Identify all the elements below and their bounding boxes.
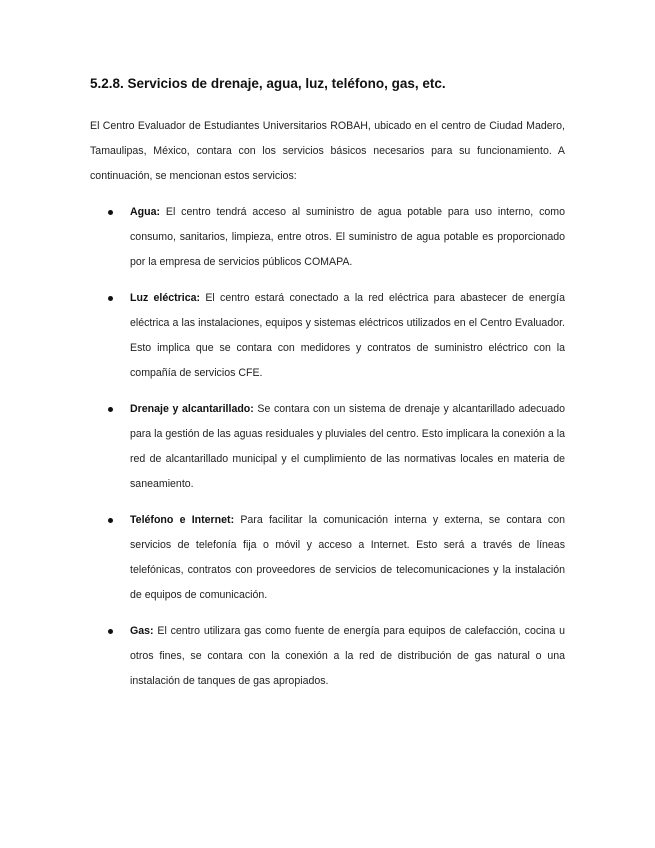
service-item-telefono	[90, 508, 565, 608]
bullet-icon	[108, 296, 113, 301]
service-description: Se contara con un sistema de drenaje y alcantarillado adecuado para la gestión de las aguas residuales y pluviales del centro. Esto implicara la conexión a la red de alcantarillado municipal y el cumplimiento de las normativas locales en materia de saneamiento.	[130, 403, 565, 490]
service-item-gas	[90, 619, 565, 694]
services-list	[90, 200, 565, 705]
bullet-icon	[108, 210, 113, 215]
service-term: Drenaje y alcantarillado:	[130, 403, 254, 415]
intro-paragraph: El Centro Evaluador de Estudiantes Universitarios ROBAH, ubicado en el centro de Ciudad Madero, Tamaulipas, México, contara con los servicios básicos necesarios para su funcionamiento. A continuación, se mencionan estos servicios:	[90, 120, 565, 182]
bullet-icon	[108, 518, 113, 523]
service-term: Agua:	[130, 206, 161, 218]
service-description: Para facilitar la comunicación interna y externa, se contara con servicios de telefonía fija o móvil y acceso a Internet. Esto será a través de líneas telefónicas, contratos con proveedores de servicios de telecomunicaciones y la instalación de equipos de comunicación.	[130, 514, 565, 601]
bullet-icon	[108, 629, 113, 634]
service-term: Luz eléctrica:	[130, 292, 201, 304]
service-term: Teléfono e Internet:	[130, 514, 235, 526]
service-term: Gas:	[130, 625, 154, 637]
service-item-agua	[90, 200, 565, 275]
service-description: El centro utilizara gas como fuente de energía para equipos de calefacción, cocina u otros fines, se contara con la conexión a la red de distribución de gas natural o una instalación de tanques de gas apropiados.	[130, 625, 565, 687]
section-heading: 5.2.8. Servicios de drenaje, agua, luz, teléfono, gas, etc.	[90, 76, 446, 91]
bullet-icon	[108, 407, 113, 412]
service-item-drenaje	[90, 397, 565, 497]
service-description: El centro tendrá acceso al suministro de agua potable para uso interno, como consumo, sanitarios, limpieza, entre otros. El suministro de agua potable es proporcionado por la empresa de servicios públicos COMAPA.	[130, 206, 565, 268]
service-description: El centro estará conectado a la red eléctrica para abastecer de energía eléctrica a las instalaciones, equipos y sistemas eléctricos utilizados en el Centro Evaluador. Esto implica que se contara con medidores y contratos de suministro eléctrico con la compañía de servicios CFE.	[130, 292, 565, 379]
service-item-luz	[90, 286, 565, 386]
